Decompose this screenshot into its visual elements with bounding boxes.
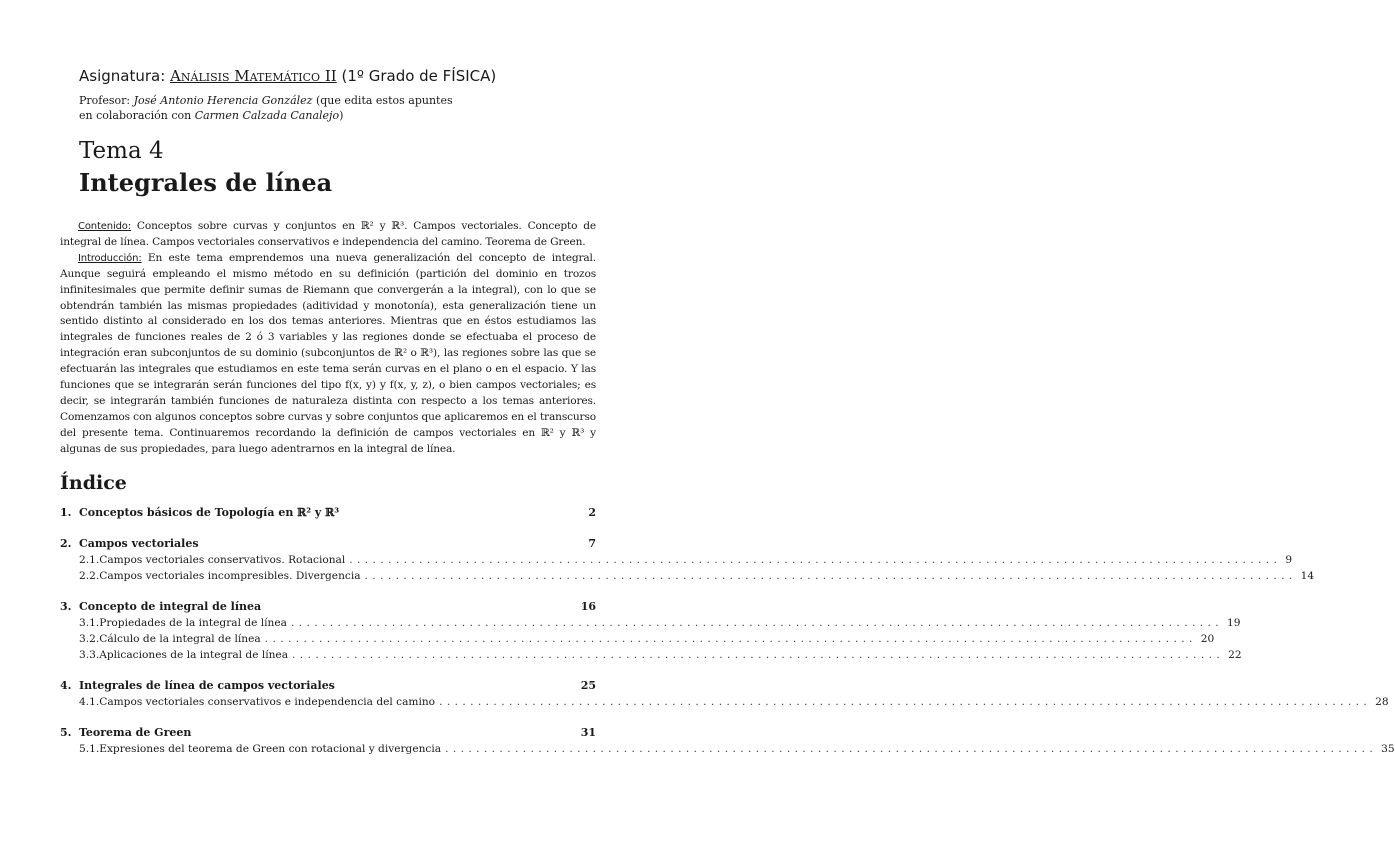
toc-section[interactable] <box>60 726 596 743</box>
toc-subsection-title: Aplicaciones de la integral de línea <box>99 649 289 661</box>
toc-subsection-number: 4.1. <box>79 696 100 708</box>
toc-section[interactable] <box>60 506 596 523</box>
degree-label: (1º Grado de FÍSICA) <box>341 67 497 85</box>
toc-leader-dots: ........................................................................................................................ <box>364 570 1297 582</box>
toc-section-number: 3. <box>60 600 72 613</box>
professor-label: Profesor: <box>79 94 131 107</box>
professor-name: José Antonio Herencia González <box>133 94 313 107</box>
toc-section-title: Conceptos básicos de Topología en ℝ² y ℝ³ <box>79 506 340 519</box>
collab-label: en colaboración con <box>79 109 192 122</box>
toc-subsection-page: 22 <box>1228 649 1242 661</box>
toc-subsection-page: 20 <box>1200 633 1215 645</box>
toc-section-title: Teorema de Green <box>79 726 192 739</box>
course-name: Análisis Matemático II <box>170 67 337 85</box>
tema-number: Tema 4 <box>79 138 164 164</box>
intro-text: En este tema emprendemos una nueva generalización del concepto de integral. Aunque seguirá empleando el mismo método en su definición (partición del dominio en trozos infinitesimales que permite definir sumas de Riemann que convergerán a la integral), con lo que se obtendrán también las mismas propiedades (aditividad y monotonía), esta generalización tiene un sentido distinto al considerado en los dos temas anteriores. Mientras que en éstos estudiamos las integrales de funciones reales de 2 ó 3 variables y las regiones donde se efectuaba el proceso de integración eran subconjuntos de su dominio (subconjuntos de ℝ² o ℝ³), las regiones sobre las que se efectuarán las integrales que estudiamos en este tema serán curvas en el plano o en el espacio. Y las funciones que se integrarán serán funciones del tipo f(x, y) y f(x, y, z), o bien campos vectoriales; es decir, se integrarán también funciones de naturaleza distinta con respecto a los temas anteriores. Comenzamos con algunos conceptos sobre curvas y sobre conjuntos que aplicaremos en el transcurso del presente tema. Continuaremos recordando la definición de campos vectoriales en ℝ² y ℝ³ y algunas de sus propiedades, para luego adentrarnos en la integral de línea. <box>60 251 596 455</box>
toc-section-number: 4. <box>60 679 72 692</box>
toc-section-title: Concepto de integral de línea <box>79 600 262 613</box>
toc-subsection[interactable] <box>60 743 1395 759</box>
toc-subsection-number: 3.1. <box>79 617 100 629</box>
toc-subsection-page: 28 <box>1375 696 1389 708</box>
toc-subsection-title: Cálculo de la integral de línea <box>99 633 261 645</box>
toc-subsection-number: 3.2. <box>79 633 100 645</box>
toc-subsection-number: 2.2. <box>79 570 100 582</box>
toc-subsection[interactable] <box>60 570 1315 586</box>
contenido-text: Conceptos sobre curvas y conjuntos en ℝ² y ℝ³. Campos vectoriales. Concepto de integral de línea. Campos vectoriales conservativos e independencia del camino. Teorema de Green. <box>60 220 596 248</box>
toc-section-number: 1. <box>60 506 72 519</box>
intro-label: Introducción: <box>78 252 142 264</box>
toc-section-page: 16 <box>580 600 596 613</box>
toc-section-number: 2. <box>60 537 72 550</box>
toc-section[interactable] <box>60 679 596 696</box>
index-title: Índice <box>60 472 127 494</box>
toc-subsection-title: Campos vectoriales conservativos. Rotacional <box>99 554 346 566</box>
toc-subsection-number: 5.1. <box>79 743 100 755</box>
toc-leader-dots: ........................................................................................................................ <box>349 554 1282 566</box>
intro-paragraph <box>60 251 596 458</box>
professor-note: (que edita estos apuntes <box>315 94 453 107</box>
toc-leader-dots: ........................................................................................................................ <box>290 617 1224 629</box>
toc-section-number: 5. <box>60 726 72 739</box>
toc-section-page: 31 <box>580 726 596 739</box>
toc-subsection[interactable] <box>60 633 1215 649</box>
toc-section-page: 2 <box>588 506 596 519</box>
toc-subsection[interactable] <box>60 554 1293 570</box>
toc-subsection[interactable] <box>60 617 1241 633</box>
toc-section[interactable] <box>60 600 596 617</box>
contenido-label: Contenido: <box>78 221 131 232</box>
toc-subsection-title: Propiedades de la integral de línea <box>99 617 287 629</box>
professor-info <box>79 93 579 123</box>
toc-leader-dots: ........................................................................................................................ <box>264 633 1197 645</box>
toc-subsection-page: 14 <box>1300 570 1315 582</box>
toc-subsection[interactable] <box>60 649 1242 665</box>
toc-subsection-title: Campos vectoriales incompresibles. Divergencia <box>99 570 361 582</box>
toc-leader-dots: ........................................................................................................................ <box>292 649 1225 661</box>
abstract <box>60 219 596 458</box>
subject-line <box>79 67 496 85</box>
close-paren: ) <box>339 109 344 122</box>
toc-section-page: 7 <box>588 537 596 550</box>
toc-leader-dots: ........................................................................................................................ <box>439 696 1372 708</box>
toc-subsection-number: 2.1. <box>79 554 100 566</box>
toc-subsection-page: 19 <box>1227 617 1241 629</box>
toc-subsection[interactable] <box>60 696 1389 712</box>
toc-section-title: Integrales de línea de campos vectoriales <box>79 679 335 692</box>
page-title: Integrales de línea <box>79 168 333 197</box>
toc-subsection-page: 35 <box>1381 743 1395 755</box>
toc-subsection-page: 9 <box>1285 554 1293 566</box>
contenido-paragraph <box>60 219 596 251</box>
toc-section-page: 25 <box>580 679 596 692</box>
collaborator-name: Carmen Calzada Canalejo <box>194 109 340 122</box>
toc-subsection-title: Expresiones del teorema de Green con rotacional y divergencia <box>99 743 442 755</box>
subject-prefix: Asignatura: <box>79 67 166 85</box>
table-of-contents <box>60 506 1395 759</box>
toc-section[interactable] <box>60 537 596 554</box>
toc-leader-dots: ........................................................................................................................ <box>445 743 1378 755</box>
toc-subsection-number: 3.3. <box>79 649 100 661</box>
toc-section-title: Campos vectoriales <box>79 537 199 550</box>
toc-subsection-title: Campos vectoriales conservativos e independencia del camino <box>99 696 436 708</box>
